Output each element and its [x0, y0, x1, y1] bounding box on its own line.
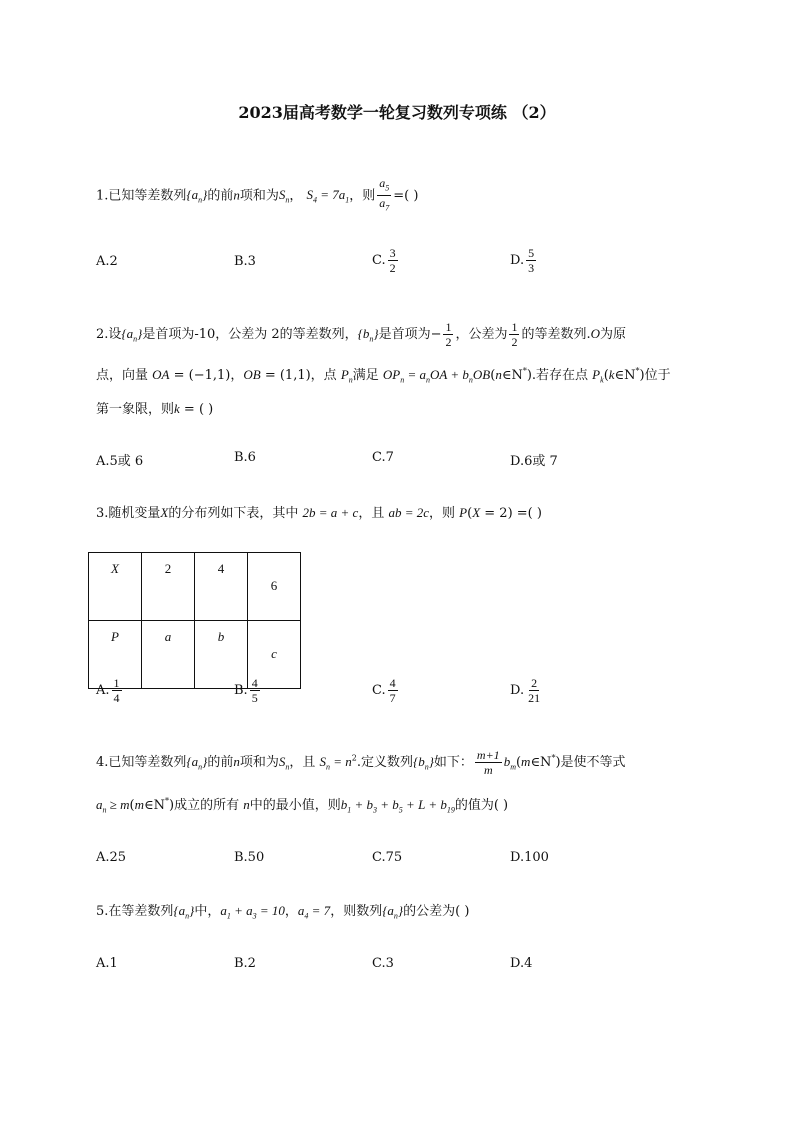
q2-option-c[interactable]: C.7	[372, 450, 394, 465]
table-cell: b	[195, 621, 248, 689]
question-2-line2: 点，向量 OA = (−1,1)，OB = (1,1)，点 $P_n$满足 $OP_n = a_nOA$ + $b_nOB(n\in N^*)$.若存在点 $P_k(k\in N^*)$位于	[96, 366, 671, 385]
table-cell: X	[89, 553, 142, 621]
q5-option-a[interactable]: A.1	[96, 956, 118, 971]
table-cell: c	[248, 621, 301, 689]
q4-option-b[interactable]: B.50	[234, 850, 265, 865]
q5-option-b[interactable]: B.2	[234, 956, 256, 971]
q3-option-a[interactable]: A. $\frac{1}{4}$	[96, 676, 120, 705]
q2-option-b[interactable]: B.6	[234, 450, 256, 465]
q4-option-a[interactable]: A.25	[96, 850, 127, 865]
table-cell: 6	[248, 553, 301, 621]
table-row	[89, 553, 301, 621]
table-cell: 4	[195, 553, 248, 621]
q4-option-c[interactable]: C.75	[372, 850, 403, 865]
q1-option-b[interactable]: B.3	[234, 254, 256, 269]
question-2-line3: 第一象限，则k = ( )	[96, 401, 214, 417]
q3-option-b[interactable]: B. $\frac{4}{5}$	[234, 676, 258, 705]
q3-option-d[interactable]: D. $\frac{2}{21}$	[510, 676, 541, 705]
question-5-text: 5.在等差数列$\{a_n\}$中，$a_1 + a_3 = 10$，$a_4 = 7$，则数列$\{a_n\}$的公差为( )	[96, 903, 470, 921]
q1-option-c[interactable]: C. $\frac{3}{2}$	[372, 246, 396, 275]
table-cell: a	[142, 621, 195, 689]
q5-option-c[interactable]: C.3	[372, 956, 394, 971]
question-1-text: 1.已知等差数列$\{a_n\}$的前n项和为$S_n$， $S_4 = 7a_1$，则 $\frac{a_5}{a_7}$ =( )	[96, 176, 419, 213]
table-cell: P	[89, 621, 142, 689]
question-4-line2: $a_n$ ≥ m(m∈N*)成立的所有 n中的最小值，则$b_1 + b_3 + b_5 + L + b_{19}$的值为( )	[96, 796, 509, 815]
q4-option-d[interactable]: D.100	[510, 850, 549, 865]
q2-option-a[interactable]: A.5或 6	[96, 454, 144, 469]
table-cell: 2	[142, 553, 195, 621]
question-2-line1: 2.设$\{a_n\}$是首项为-10，公差为 2的等差数列，$\{b_n\}$是首项为− $\frac{1}{2}$ ，公差为 $\frac{1}{2}$ 的等差数列.O为原	[96, 320, 627, 349]
question-3-text: 3.随机变量X的分布列如下表，其中 2b = a + c，且 ab = 2c，则 P(X = 2) =( )	[96, 505, 542, 521]
page-title: 2023届高考数学一轮复习数列专项练 （2）	[238, 103, 556, 122]
q3-option-c[interactable]: C. $\frac{4}{7}$	[372, 676, 396, 705]
q1-option-d[interactable]: D. $\frac{5}{3}$	[510, 246, 535, 275]
distribution-table	[88, 552, 301, 689]
q2-option-d[interactable]: D.6或 7	[510, 454, 558, 469]
q1-option-a[interactable]: A.2	[96, 254, 118, 269]
q5-option-d[interactable]: D.4	[510, 956, 533, 971]
question-4-line1: 4.已知等差数列$\{a_n\}$的前n项和为$S_n$，且 $S_n = n^2$.定义数列$\{b_n\}$如下： $\frac{m+1}{m}$ $b_m(m\in N^*)$是使不等式	[96, 748, 626, 777]
